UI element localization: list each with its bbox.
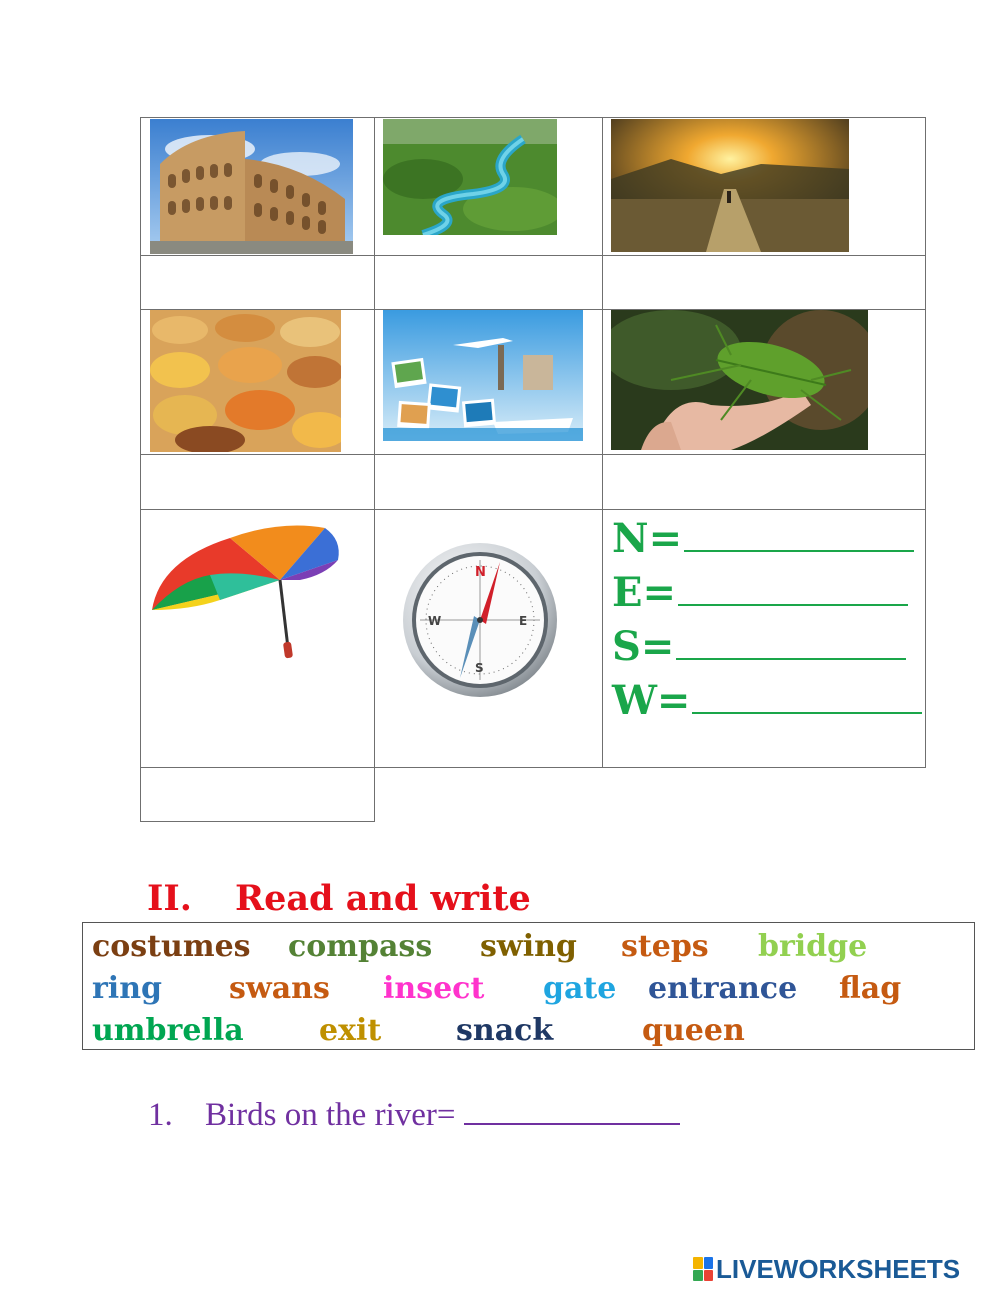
word-bank-item: bridge bbox=[758, 929, 868, 964]
answer-blank[interactable] bbox=[464, 1095, 680, 1125]
word-bank-item: queen bbox=[642, 1013, 745, 1048]
umbrella-icon bbox=[150, 520, 344, 660]
section-number: II. bbox=[147, 878, 192, 919]
answer-box[interactable] bbox=[374, 255, 603, 310]
word-bank-item: steps bbox=[621, 929, 709, 964]
answer-box[interactable] bbox=[602, 454, 926, 510]
word-bank-item: compass bbox=[288, 929, 433, 964]
colosseum-photo bbox=[150, 119, 353, 254]
word-bank-item: umbrella bbox=[92, 1013, 244, 1048]
compass-icon bbox=[400, 540, 560, 700]
compass-south-label: S bbox=[475, 661, 484, 675]
word-bank-item: costumes bbox=[92, 929, 251, 964]
word-bank bbox=[82, 922, 975, 1050]
question-1 bbox=[148, 1095, 680, 1134]
question-text: Birds on the river= bbox=[205, 1097, 464, 1133]
word-bank-item: exit bbox=[319, 1013, 382, 1048]
direction-label: N= bbox=[612, 515, 683, 562]
section-title: Read and write bbox=[235, 878, 531, 919]
snacks-photo bbox=[150, 310, 341, 452]
brand-name: LIVEWORKSHEETS bbox=[716, 1253, 961, 1284]
answer-line[interactable] bbox=[684, 516, 914, 552]
road-sunset-photo bbox=[611, 119, 849, 252]
travel-collage-photo bbox=[383, 310, 583, 441]
word-bank-item: gate bbox=[543, 971, 617, 1006]
answer-line[interactable] bbox=[692, 678, 922, 714]
answer-box[interactable] bbox=[140, 767, 375, 822]
answer-line[interactable] bbox=[676, 624, 906, 660]
answer-box[interactable] bbox=[374, 454, 603, 510]
direction-west bbox=[612, 677, 922, 724]
section-heading bbox=[147, 878, 531, 919]
word-bank-item: snack bbox=[456, 1013, 554, 1048]
word-bank-item: insect bbox=[383, 971, 485, 1006]
direction-east bbox=[612, 569, 908, 616]
answer-box[interactable] bbox=[602, 255, 926, 310]
answer-line[interactable] bbox=[678, 570, 908, 606]
answer-box[interactable] bbox=[140, 454, 375, 510]
question-number: 1. bbox=[148, 1097, 173, 1133]
brand-mark-icon bbox=[693, 1257, 713, 1281]
compass-west-label: W bbox=[428, 614, 442, 628]
word-bank-item: flag bbox=[839, 971, 902, 1006]
direction-label: W= bbox=[612, 677, 691, 724]
compass-east-label: E bbox=[519, 614, 528, 628]
direction-north bbox=[612, 515, 914, 562]
compass-north-label: N bbox=[475, 565, 486, 580]
word-bank-item: ring bbox=[92, 971, 162, 1006]
direction-south bbox=[612, 623, 906, 670]
leaf-insect-photo bbox=[611, 310, 868, 450]
direction-label: E= bbox=[612, 569, 677, 616]
word-bank-item: entrance bbox=[648, 971, 798, 1006]
word-bank-item: swans bbox=[229, 971, 330, 1006]
answer-box[interactable] bbox=[140, 255, 375, 310]
liveworksheets-logo bbox=[693, 1254, 960, 1284]
river-photo bbox=[383, 119, 557, 235]
direction-label: S= bbox=[612, 623, 675, 670]
word-bank-item: swing bbox=[480, 929, 577, 964]
